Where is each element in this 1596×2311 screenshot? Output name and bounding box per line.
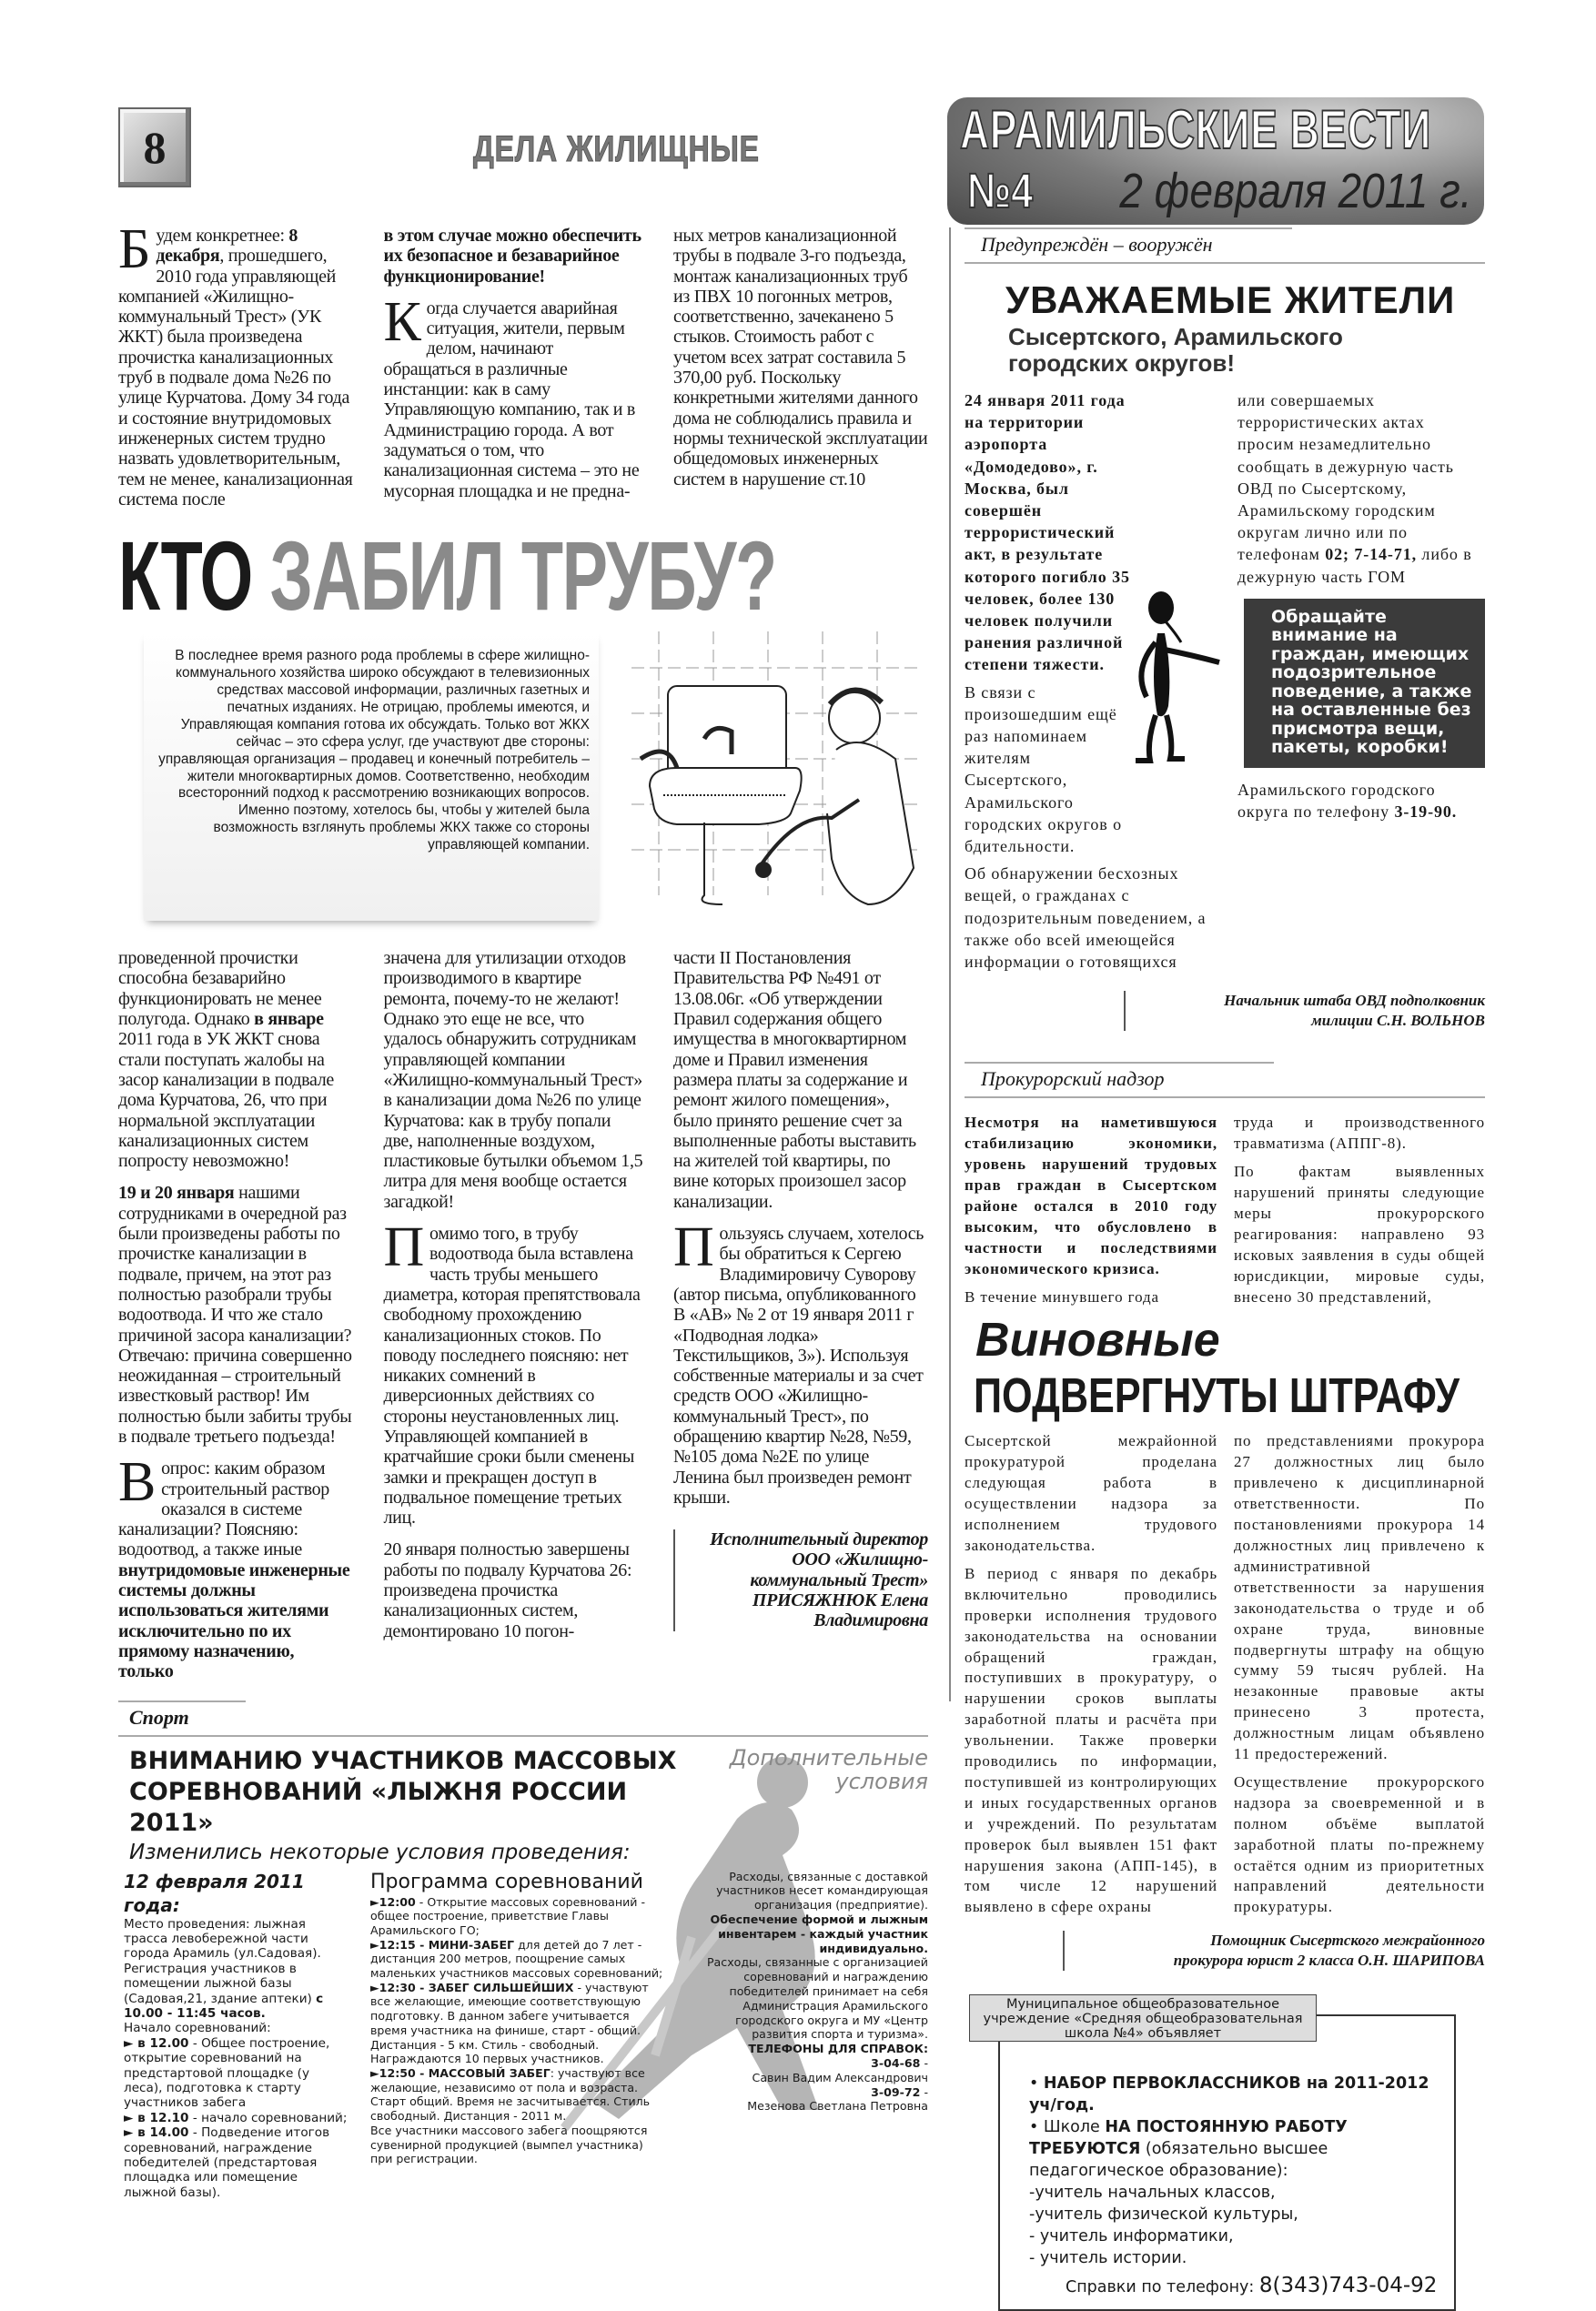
- issue-number: №4: [967, 164, 1034, 218]
- text-run: проведенной прочистки способна безаварийно функционировать не менее полугода. Однако: [118, 948, 322, 1030]
- text-run: Регистрация участников в помещении лыжной базы (Садовая,21, здание аптеки): [124, 1961, 317, 2006]
- text-run: -учитель физической культуры,: [1029, 2205, 1298, 2225]
- school-phone-line: [1066, 2275, 1445, 2298]
- text-run: В связи с произошедшим ещё раз напоминаем жителям Сысертского, Арамильского городских округов о бдительности.: [965, 682, 1122, 856]
- text-run: По фактам выявленных нарушений приняты следующие меры прокурорского реагирования: направлено 93 исковых заявления в суды общей юрисдикции, мировые суды, внесено 30 представлений,: [1234, 1163, 1485, 1306]
- paragraph: [370, 2066, 663, 2124]
- text-run: ► в 12.10: [124, 2110, 189, 2125]
- text-run: 3-09-72: [871, 2084, 921, 2099]
- text-run: с 10.00 - 11:45 часов.: [124, 1991, 324, 2021]
- article-col3-bottom: [673, 948, 928, 1508]
- text-run: 20 января полностью завершены работы по подвалу Курчатова 26: произведена прочистка канализационных систем, демонтировано 10 погон-: [383, 1539, 632, 1641]
- text-run: - Подведение итогов соревнований, награждение победителей (предстартовая площадка или помещение лыжной базы).: [124, 2125, 330, 2200]
- text-run: Арамильского городского округа по телефону: [1237, 780, 1436, 822]
- sport-date: 12 февраля 2011 года:: [124, 1870, 305, 1916]
- warning-subtitle: Сысертского, Арамильского городских округов!: [1008, 323, 1343, 377]
- phone-label: Справки по телефону:: [1066, 2278, 1255, 2297]
- text-run: Осуществление прокурорского надзора за своевременной и в полном объёме выплатой заработной платы по-прежнему остаётся одним из приоритетных направлений деятельности прокуратуры.: [1234, 1772, 1485, 1916]
- paragraph: [118, 1451, 353, 1682]
- paragraph: [1237, 389, 1485, 588]
- paragraph: [124, 2125, 351, 2200]
- paragraph: [1029, 2247, 1445, 2269]
- paragraph: [1029, 2182, 1445, 2204]
- warning-col-b: [1237, 389, 1485, 588]
- warning-col-b-end: [1237, 779, 1485, 822]
- sport-title: ВНИМАНИЮ УЧАСТНИКОВ МАССОВЫХ СОРЕВНОВАНИЙ «ЛЫЖНЯ РОССИИ 2011»: [129, 1746, 677, 1837]
- extra-col: [682, 1870, 928, 2114]
- text-run: ►12:00: [370, 1894, 416, 1909]
- text-run: - Общее построение, открытие соревнований на предстартовой площадке (у леса), подготовка к старту участников забега: [124, 2035, 330, 2111]
- text-run: •: [1029, 2074, 1044, 2094]
- article-col1-bottom: [118, 948, 353, 1681]
- text-run: по представлениями прокурора 27 должностных лиц было привлечено к дисциплинарной ответственности. По постановлениями прокурора 14 должностных лиц привлечено к административной ответственности за нарушения законодательства о труде и об охране труда, виновные подвергнуты штрафу на общую сумму 59 тысяч рублей. На незаконные правовые акты принесено 3 протеста, должностным лицам объявлено 11 предостережений.: [1234, 1432, 1485, 1763]
- paragraph: [1029, 2116, 1445, 2182]
- school-label: Муниципальное общеобразовательное учреждение «Средняя общеобразовательная школа №4» объявляет: [969, 1994, 1317, 2042]
- paragraph: [124, 2021, 351, 2035]
- text-run: нашими сотрудниками в очередной раз были произведены работы по прочистке канализации в подвале, причем, на этот раз полностью разобрали трубы водоотвода. И что же стало причиной засора канализации? Отвечаю: причина совершенно неожиданная – строительный известковый раствор! Им полностью были забиты трубы в подвале третьего подъезда!: [118, 1183, 352, 1447]
- article-intro-box: [144, 631, 599, 921]
- text-run: Об обнаружении бесхозных вещей, о гражданах с подозрительным поведением, а также обо всей имеющейся информации о готовящихся: [965, 864, 1207, 972]
- newspaper-name: АРАМИЛЬСКИЕ ВЕСТИ: [960, 99, 1431, 160]
- article-headline: [118, 520, 776, 631]
- text-run: • Школе: [1029, 2118, 1106, 2137]
- text-run: удем конкретнее:: [156, 226, 289, 246]
- prosecutor-title-line2: ПОДВЕРГНУТЫ ШТРАФУ: [974, 1368, 1460, 1424]
- paragraph: [682, 1870, 928, 1912]
- paragraph: [1029, 2204, 1445, 2225]
- text-run: или совершаемых террористических актах просим незамедлительно сообщать в дежурную часть ОВД по Сысертскому, Арамильскому городским округам лично или по телефонам: [1237, 391, 1454, 564]
- program-title: Программа соревнований: [370, 1870, 643, 1893]
- drop-cap: К: [383, 290, 421, 353]
- paragraph: [673, 948, 928, 1212]
- paragraph: [965, 1287, 1217, 1308]
- paragraph: [682, 1955, 928, 2042]
- text-run: Расходы, связанные с доставкой участников несет командирующая организация (предприятие).: [716, 1869, 928, 1912]
- paragraph: [370, 1981, 663, 2066]
- paragraph: [370, 1938, 663, 1981]
- text-run: Савин Вадим Александрович: [752, 2070, 928, 2084]
- article-col2-bottom: [384, 948, 643, 1641]
- text-run: Расходы, связанные с организацией соревнований и награждению победителей принимает на себя Администрация Арамильского городского округа и МУ «Центр развития спорта и туризма».: [706, 1955, 928, 2042]
- paragraph: [383, 1216, 643, 1529]
- text-run: - Открытие массовых соревнований - общее построение, приветствие Главы Арамильского ГО;: [370, 1894, 646, 1937]
- signature-position: Помощник Сысертского межрайонного: [1210, 1932, 1485, 1950]
- paragraph: [384, 948, 643, 1212]
- text-run: - учитель истории.: [1029, 2249, 1187, 2268]
- text-run: ► в 12.00: [124, 2035, 189, 2051]
- paragraph: [118, 1183, 353, 1447]
- extra-title: Дополнительные условия: [729, 1744, 928, 1794]
- prosecutor-top-row: [965, 1113, 1485, 1307]
- paragraph: [383, 290, 643, 501]
- prosecutor-bottom-row: [965, 1431, 1485, 1918]
- text-run: 24 января 2011 года на территории аэропорта «Домодедово», г. Москва, был совершён террористический акт, в результате которого погибло 35 человек, более 130 человек получили ранения различной степени тяжести.: [965, 391, 1130, 674]
- prosecutor-signature: [1063, 1931, 1485, 1971]
- text-run: Обеспечение формой и лыжным инвентарем - каждый участник индивидуально.: [710, 1912, 928, 1955]
- prosecutor-title-line1: Виновные: [975, 1314, 1220, 1367]
- phone-number: 8(343)743-04-92: [1258, 2274, 1438, 2298]
- paragraph: [118, 948, 353, 1171]
- text-run: Несмотря на наметившуюся стабилизацию экономики, уровень нарушений трудовых прав граждан в Сысертском районе остался в 2010 году высоким, что обусловлено в частности и последствиями экономического кризиса.: [965, 1114, 1217, 1277]
- paragraph: [1029, 2225, 1445, 2247]
- text-run: омимо того, в трубу водоотвода была вставлена часть трубы меньшего диаметра, которая препятствовала свободному прохождению канализационных стоков. По поводу последнего поясняю: нет никаких сомнений в диверсионных действиях со стороны неустановленных лиц. Управляющей компанией в кратчайшие сроки были сменены замки и прекращен доступ в подвальное помещение третьих лиц.: [383, 1224, 641, 1529]
- masthead: [947, 97, 1484, 225]
- paragraph: [118, 218, 353, 510]
- article-top-row: [118, 218, 928, 510]
- paragraph: [965, 1113, 1217, 1279]
- intro-text: В последнее время разного рода проблемы в сфере жилищно-коммунального хозяйства широко обсуждают в телевизионных средствах массовой информации, различных газетных и печатных изданиях. Не отрицаю, проблемы имеются, и Управляющая компания готова их обсуждать. Только вот ЖКХ сейчас – это сфера услуг, где участвуют две стороны: управляющая организация – продавец и конечный потребитель – жители многоквартирных домов. Соответственно, необходим всесторонний подход к рассмотрению возникающих вопросов. Именно поэтому, хотелось бы, чтобы у жителей была возможность взглянуть проблемы ЖКХ также со стороны управляющей компании.: [158, 648, 590, 853]
- paragraph: [124, 2036, 351, 2111]
- text-run: ользуясь случаем, хотелось бы обратиться к Сергею Владимировичу Суворову (автор письма, опубликованного В «АВ» № 2 от 19 января 2011 г «Подводная лодка» Текстильщиков, 3»). Используя собственные материалы и за счет средств ООО «Жилищно-коммунальный Трест», по обращению квартир №28, №59, №105 дома №2Е по улице Ленина был произведен ремонт крыши.: [673, 1224, 924, 1508]
- sport-section: [118, 1700, 928, 2201]
- paragraph: [682, 2085, 928, 2100]
- text-run: НАБОР ПЕРВОКЛАССНИКОВ на 2011-2012 уч/год.: [1029, 2074, 1429, 2115]
- text-run: - участвуют все желающие, имеющие соответствующую подготовку. В данном забеге учитывается время участника на финише, старт - общий. Дистанция - 5 км. Стиль - свободный. Награждаются 10 первых участников.: [370, 1980, 649, 2066]
- sport-header-row: [118, 1746, 928, 1866]
- paragraph: [124, 1962, 351, 2022]
- article-intro-row: [118, 631, 928, 921]
- issue-date: 2 февраля 2011 г.: [1118, 164, 1471, 218]
- drop-cap: П: [383, 1216, 424, 1279]
- paragraph: [965, 863, 1221, 973]
- text-run: 8 декабря: [156, 226, 298, 267]
- text-run: - начало соревнований;: [188, 2110, 348, 2125]
- drop-cap: Б: [118, 218, 151, 280]
- sport-columns: [118, 1870, 928, 2201]
- sport-left-col: [124, 1917, 351, 2201]
- text-run: -учитель начальных классов,: [1029, 2184, 1276, 2203]
- text-run: части II Постановления Правительства РФ №491 от 13.08.06г. «Об утверждении Правил содержания общего имущества в многоквартирном доме и Правил изменения размера платы за содержание и ремонт жилого помещения», было принято решение счет за выполненные работы выставить на жителей той квартиры, по вине которых произошел засор канализации.: [673, 948, 916, 1212]
- text-run: Место проведения: лыжная трасса левобережной части города Арамиль (ул.Садовая).: [124, 1916, 321, 1962]
- section-title: ДЕЛА ЖИЛИЩНЫЕ: [473, 129, 760, 169]
- signature-name: ПРИСЯЖНЮК Елена Владимировна: [752, 1590, 928, 1631]
- headline-gray: ЗАБИЛ ТРУБУ?: [269, 520, 776, 631]
- signature-position: Начальник штаба ОВД подполковник: [1224, 992, 1485, 1010]
- school-ad-wrap: [969, 1994, 1485, 2298]
- article-signature: [673, 1529, 928, 1630]
- article-col3-bottom-wrap: [673, 948, 928, 1631]
- text-run: значена для утилизации отходов производимого в квартире ремонта, почему-то не желают! Однако это еще не все, что удалось обнаружить сотрудникам управляющей компании «Жилищно-коммунальный Трест» в канализации дома №26 по улице Курчатова: как в трубу попали две, наполненные воздухом, пластиковые бутылки объемом 1,5 литра для меня вообще остается загадкой!: [383, 948, 643, 1212]
- paragraph: [965, 1431, 1217, 1556]
- paragraph: [124, 1917, 351, 1962]
- text-run: В период с января по декабрь включительно проводились проверки исполнения трудового законодательства на основании обращений граждан, поступивших в прокуратуру, о нарушении сроков выплаты заработной платы и расчёта при увольнении. Также проверки проводились по информации, поступившей из контролирующих и иных государственных органов и учреждений. По результатам проверок был выявлен 151 факт нарушения закона (АПП-145), в том числе 12 нарушений выявлено в сфере охраны: [965, 1564, 1217, 1916]
- warning-title: УВАЖАЕМЫЕ ЖИТЕЛИ: [1005, 278, 1456, 321]
- paragraph: [965, 1564, 1217, 1918]
- text-run: (обязательно высшее педагогическое образование):: [1029, 2140, 1328, 2181]
- paragraph: [673, 1216, 928, 1508]
- sport-heading: [118, 1746, 692, 1866]
- text-run: В течение минувшего года: [965, 1287, 1159, 1306]
- text-run: ►12:50 - МАССОВЫЙ ЗАБЕГ: [370, 2065, 551, 2080]
- text-run: Все участники массового забега поощряются сувенирной продукцией (вымпел участника) при регистрации.: [370, 2123, 648, 2166]
- column-divider: [949, 227, 951, 1701]
- text-run: Сысертской межрайонной прокуратурой проделана следующая работа в осуществлении надзора за исполнением трудового законодательства.: [965, 1432, 1217, 1554]
- signature-name: милиции С.Н. ВОЛЬНОВ: [1311, 1012, 1485, 1030]
- text-run: Мезенова Светлана Петровна: [747, 2099, 928, 2114]
- text-run: -: [920, 2055, 928, 2070]
- paragraph: [682, 2042, 928, 2056]
- text-run: НА ПОСТОЯННУЮ РАБОТУ ТРЕБУЮТСЯ: [1029, 2118, 1348, 2159]
- sport-left-wrap: [124, 1870, 351, 2201]
- prosecutor-col-a-top: [965, 1113, 1217, 1307]
- text-run: ТЕЛЕФОНЫ ДЛЯ СПРАВОК:: [748, 2042, 928, 2056]
- warning-col-b-wrap: [1237, 389, 1485, 822]
- text-run: 02; 7-14-71,: [1325, 545, 1418, 564]
- text-run: 19 и 20 января: [118, 1183, 235, 1204]
- paragraph: [370, 2124, 663, 2166]
- drop-cap: П: [673, 1216, 714, 1279]
- paragraph: [682, 2056, 928, 2071]
- warning-callout: Обращайте внимание на граждан, имеющих подозрительное поведение, а также на оставленные без присмотра вещи, пакеты, коробки!: [1244, 599, 1485, 768]
- text-run: в этом случае можно обеспечить их безопасное и безаварийное функционирование!: [383, 226, 641, 287]
- warning-columns: [965, 389, 1485, 973]
- paragraph: [673, 226, 928, 489]
- text-run: - учитель информатики,: [1029, 2227, 1234, 2246]
- paragraph: [682, 2099, 928, 2114]
- text-run: ных метров канализационной трубы в подвале 3-го подъезда, монтаж канализационных труб из ПВХ 10 погонных метров, соответственно, зачеканено 5 стыков. Стоимость работ с учетом всех затрат составила 5 370,00 руб. Поскольку конкретными жителями данного дома не соблюдались правила и нормы технической эксплуатации общедомовых инженерных систем в нарушение ст.10: [673, 226, 928, 489]
- paragraph: [1237, 779, 1485, 822]
- warning-signature: [1124, 991, 1485, 1031]
- paragraph: [384, 226, 643, 287]
- text-run: труда и производственного травматизма (АППГ-8).: [1234, 1114, 1485, 1153]
- page-number: 8: [118, 107, 191, 187]
- text-run: либо в дежурную часть ГОМ: [1237, 545, 1472, 586]
- text-run: 2011 года в УК ЖКТ снова стали поступать жалобы на засор канализации в подвале дома Курчатова, 26, что при нормальной эксплуатации канализационных систем попросту невозможно!: [118, 1029, 335, 1172]
- program-wrap: [370, 1870, 663, 2166]
- rubric-warning: Предупреждён – вооружён: [965, 229, 1485, 264]
- text-run: ►12:30 - ЗАБЕГ СИЛЬШЕЙШИХ: [370, 1980, 574, 1994]
- figure-space: [1137, 588, 1221, 797]
- pointing-man-illustration: [1128, 588, 1228, 770]
- prosecutor-col-a-bottom: [965, 1431, 1217, 1918]
- plumber-illustration: [622, 631, 932, 921]
- right-region: [965, 227, 1485, 2298]
- paragraph: [1029, 2073, 1445, 2116]
- paragraph: [1234, 1772, 1485, 1918]
- paragraph: [370, 1895, 663, 1938]
- article-col1-top: [118, 218, 353, 510]
- paragraph: [1234, 1113, 1485, 1155]
- text-run: : участвуют все желающие, независимо от пола и возраста. Старт общий. Время не засчитывается. Стиль свободный. Дистанция - 2011 м.: [370, 2065, 651, 2124]
- text-run: , прошедшего, 2010 года управляющей компанией «Жилищно-коммунальный Трест» (УК ЖКТ) была произведена прочистка канализационных труб в подвале дома №26 по улице Курчатова. Дому 34 года и состояние внутридомовых инженерных систем трудно назвать удовлетворительным, тем не менее, канализационная система после: [118, 246, 353, 510]
- text-run: 3-04-68: [871, 2055, 921, 2070]
- paragraph: [1234, 1431, 1485, 1765]
- rubric-sport: Спорт: [118, 1702, 928, 1737]
- headline-black: КТО: [118, 520, 252, 631]
- prosecutor-col-b-top: [1234, 1113, 1485, 1307]
- prosecutor-col-b-bottom: [1234, 1431, 1485, 1918]
- text-run: огда случается аварийная ситуация, жители, первым делом, начинают обращаться в различные инстанции: как в саму Управляющую компанию, так и в Администрацию города. А вот задуматься о том, что канализационная система – это не мусорная площадка и не предна-: [383, 298, 640, 501]
- drop-cap: В: [118, 1451, 157, 1514]
- school-items: [1029, 2073, 1445, 2269]
- text-run: -: [920, 2084, 928, 2099]
- signature-position: Исполнительный директор ООО «Жилищно-коммунальный Трест»: [710, 1529, 928, 1590]
- text-run: 3-19-90.: [1394, 802, 1458, 822]
- text-run: в январе: [254, 1009, 324, 1030]
- paragraph: [682, 2071, 928, 2085]
- school-ad: [998, 2014, 1456, 2311]
- signature-name: прокурора юрист 2 класса О.Н. ШАРИПОВА: [1173, 1952, 1485, 1970]
- rubric-prosecutor: Прокурорский надзор: [965, 1064, 1485, 1098]
- program-col: [370, 1895, 663, 2166]
- text-run: ►12:15 - МИНИ-ЗАБЕГ: [370, 1937, 515, 1952]
- warning-col-a: [965, 389, 1221, 973]
- text-run: опрос: каким образом строительный раствор оказался в системе канализации? Поясняю: водоотвод, а также иные: [118, 1458, 329, 1560]
- article-bottom-row: [118, 948, 928, 1681]
- text-run: ► в 14.00: [124, 2125, 189, 2141]
- paragraph: [384, 1539, 643, 1640]
- text-run: для детей до 7 лет - дистанция 200 метров, поощрение самых маленьких участников массовых соревнований;: [370, 1937, 663, 1981]
- article-col3-top: [673, 226, 928, 489]
- text-run: внутридомовые инженерные системы должны использоваться жителями исключительно по их прямому назначению, только: [118, 1559, 350, 1682]
- article-col2-top: [384, 226, 643, 501]
- text-run: Начало соревнований:: [124, 2021, 271, 2036]
- paragraph: [682, 1912, 928, 1955]
- sport-subtitle: Изменились некоторые условия проведения:: [129, 1840, 631, 1864]
- paragraph: [124, 2111, 351, 2125]
- left-region: [118, 218, 928, 2200]
- paragraph: [1234, 1162, 1485, 1307]
